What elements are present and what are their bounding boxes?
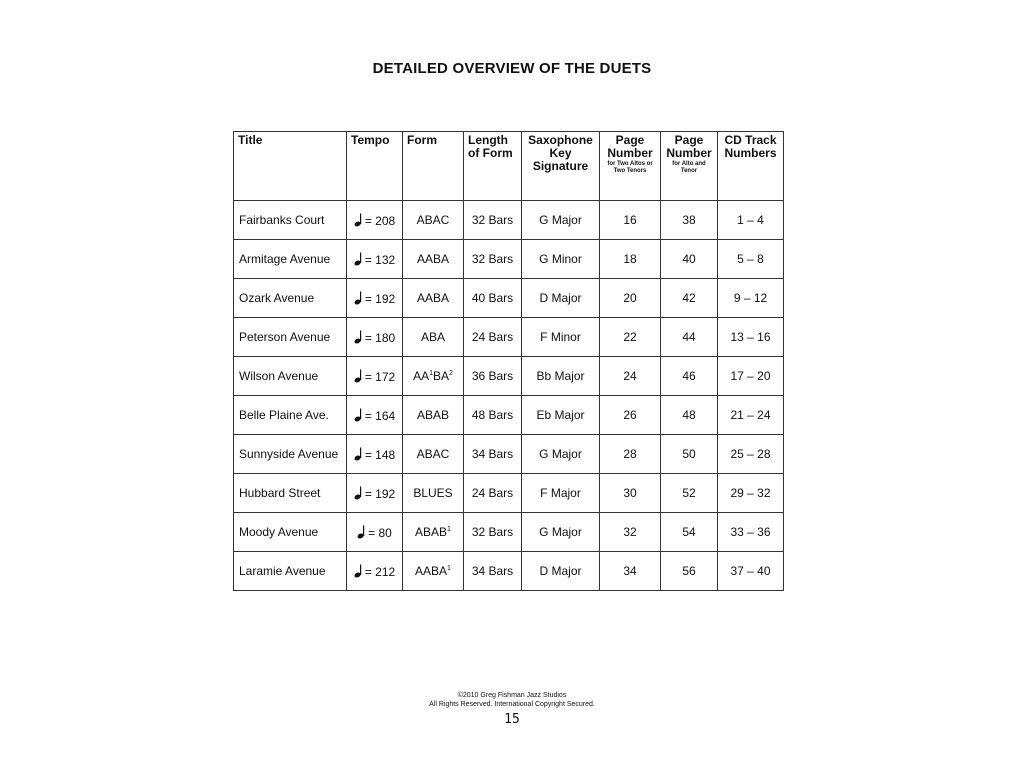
- table-row: [234, 240, 784, 279]
- table-row: [234, 201, 784, 240]
- cell-cd-tracks: 37 – 40: [718, 552, 784, 591]
- cell-length: 36 Bars: [464, 357, 522, 396]
- cell-length: 32 Bars: [464, 201, 522, 240]
- form-value: ABAC: [416, 447, 450, 461]
- cell-tempo: [347, 279, 403, 318]
- quarter-note-icon: [354, 564, 363, 578]
- header-length: Length of Form: [464, 132, 522, 201]
- cell-page-alto-tenor: 52: [661, 474, 718, 513]
- cell-page-two-saxes: 22: [600, 318, 661, 357]
- cell-page-two-saxes: 28: [600, 435, 661, 474]
- copyright-line: ©2010 Greg Fishman Jazz Studios: [457, 692, 567, 699]
- quarter-note-icon: [354, 486, 363, 500]
- tempo-value: = 172: [364, 369, 396, 384]
- cell-length: 24 Bars: [464, 474, 522, 513]
- cell-title: Wilson Avenue: [234, 357, 347, 396]
- quarter-note-icon: [354, 408, 363, 422]
- quarter-note-icon: [357, 525, 366, 539]
- cell-length: 32 Bars: [464, 240, 522, 279]
- cell-cd-tracks: 21 – 24: [718, 396, 784, 435]
- form-value: ABA: [420, 330, 445, 344]
- cell-title: Hubbard Street: [234, 474, 347, 513]
- form-superscript-2: 2: [449, 370, 453, 377]
- header-tempo: Tempo: [347, 132, 403, 201]
- table-row: [234, 513, 784, 552]
- header-page-alto-main: Page Number: [666, 133, 712, 160]
- cell-cd-tracks: 25 – 28: [718, 435, 784, 474]
- cell-form: [403, 513, 464, 552]
- quarter-note-icon: [354, 252, 363, 266]
- cell-page-alto-tenor: 40: [661, 240, 718, 279]
- cell-key-signature: F Major: [522, 474, 600, 513]
- cell-key-signature: D Major: [522, 552, 600, 591]
- cell-cd-tracks: 1 – 4: [718, 201, 784, 240]
- cell-title: Armitage Avenue: [234, 240, 347, 279]
- cell-key-signature: F Minor: [522, 318, 600, 357]
- cell-page-two-saxes: 18: [600, 240, 661, 279]
- cell-title: Peterson Avenue: [234, 318, 347, 357]
- header-page-alto-tenor: [661, 132, 718, 201]
- header-cd-tracks: CD Track Numbers: [718, 132, 784, 201]
- form-value-continued: BA: [433, 369, 450, 383]
- cell-key-signature: Eb Major: [522, 396, 600, 435]
- form-value: ABAC: [416, 213, 450, 227]
- page-title: DETAILED OVERVIEW OF THE DUETS: [372, 60, 652, 77]
- cell-title: Sunnyside Avenue: [234, 435, 347, 474]
- cell-title: Belle Plaine Ave.: [234, 396, 347, 435]
- cell-page-alto-tenor: 42: [661, 279, 718, 318]
- header-form: Form: [403, 132, 464, 201]
- cell-form: [403, 318, 464, 357]
- table-row: [234, 279, 784, 318]
- form-superscript-1: 1: [447, 565, 451, 572]
- cell-cd-tracks: 29 – 32: [718, 474, 784, 513]
- cell-form: [403, 201, 464, 240]
- cell-page-two-saxes: 24: [600, 357, 661, 396]
- tempo-value: = 132: [364, 252, 396, 267]
- copyright-footer: [0, 691, 1024, 709]
- table-row: [234, 318, 784, 357]
- cell-cd-tracks: 5 – 8: [718, 240, 784, 279]
- cell-page-two-saxes: 26: [600, 396, 661, 435]
- cell-page-alto-tenor: 56: [661, 552, 718, 591]
- cell-tempo: [347, 513, 403, 552]
- cell-tempo: [347, 552, 403, 591]
- cell-page-alto-tenor: 50: [661, 435, 718, 474]
- form-superscript-1: 1: [429, 370, 433, 377]
- form-value: AA: [413, 369, 430, 383]
- tempo-value: = 80: [368, 525, 392, 540]
- duets-overview-table: [233, 131, 784, 591]
- page-number: 15: [504, 712, 520, 727]
- cell-length: 34 Bars: [464, 552, 522, 591]
- cell-page-alto-tenor: 38: [661, 201, 718, 240]
- cell-key-signature: Bb Major: [522, 357, 600, 396]
- cell-length: 40 Bars: [464, 279, 522, 318]
- form-value: AABA: [415, 564, 448, 578]
- cell-length: 34 Bars: [464, 435, 522, 474]
- cell-form: [403, 357, 464, 396]
- cell-tempo: [347, 357, 403, 396]
- cell-page-two-saxes: 16: [600, 201, 661, 240]
- cell-title: Fairbanks Court: [234, 201, 347, 240]
- cell-tempo: [347, 396, 403, 435]
- cell-page-two-saxes: 20: [600, 279, 661, 318]
- cell-page-alto-tenor: 48: [661, 396, 718, 435]
- tempo-value: = 180: [364, 330, 396, 345]
- quarter-note-icon: [354, 369, 363, 383]
- form-value: AABA: [416, 291, 449, 305]
- cell-key-signature: G Major: [522, 435, 600, 474]
- cell-title: Ozark Avenue: [234, 279, 347, 318]
- cell-length: 24 Bars: [464, 318, 522, 357]
- cell-page-two-saxes: 34: [600, 552, 661, 591]
- quarter-note-icon: [354, 213, 363, 227]
- cell-form: [403, 474, 464, 513]
- cell-page-alto-tenor: 46: [661, 357, 718, 396]
- cell-title: Moody Avenue: [234, 513, 347, 552]
- table-row: [234, 357, 784, 396]
- cell-length: 32 Bars: [464, 513, 522, 552]
- cell-title: Laramie Avenue: [234, 552, 347, 591]
- form-superscript-1: 1: [447, 526, 451, 533]
- tempo-value: = 164: [364, 408, 396, 423]
- cell-page-alto-tenor: 44: [661, 318, 718, 357]
- tempo-value: = 208: [364, 213, 396, 228]
- cell-form: [403, 435, 464, 474]
- cell-page-two-saxes: 30: [600, 474, 661, 513]
- header-page-two-main: Page Number: [607, 133, 653, 160]
- form-value: ABAB: [416, 408, 449, 422]
- rights-line: All Rights Reserved. International Copyright Secured.: [429, 701, 595, 708]
- form-value: BLUES: [413, 486, 453, 500]
- quarter-note-icon: [354, 447, 363, 461]
- tempo-value: = 192: [364, 291, 396, 306]
- cell-tempo: [347, 435, 403, 474]
- cell-tempo: [347, 318, 403, 357]
- cell-page-two-saxes: 32: [600, 513, 661, 552]
- tempo-value: = 192: [364, 486, 396, 501]
- cell-length: 48 Bars: [464, 396, 522, 435]
- cell-tempo: [347, 201, 403, 240]
- form-value: ABAB: [415, 525, 448, 539]
- tempo-value: = 148: [364, 447, 396, 462]
- header-key-signature: Saxophone Key Signature: [522, 132, 600, 201]
- quarter-note-icon: [354, 291, 363, 305]
- cell-page-alto-tenor: 54: [661, 513, 718, 552]
- cell-cd-tracks: 33 – 36: [718, 513, 784, 552]
- cell-form: [403, 552, 464, 591]
- quarter-note-icon: [354, 330, 363, 344]
- cell-key-signature: G Minor: [522, 240, 600, 279]
- cell-tempo: [347, 240, 403, 279]
- table-row: [234, 396, 784, 435]
- cell-key-signature: D Major: [522, 279, 600, 318]
- table-row: [234, 435, 784, 474]
- header-page-two-saxes: [600, 132, 661, 201]
- header-page-alto-sub: for Alto and Tenor: [672, 161, 706, 174]
- cell-key-signature: G Major: [522, 201, 600, 240]
- table-row: [234, 552, 784, 591]
- cell-cd-tracks: 17 – 20: [718, 357, 784, 396]
- header-page-two-sub: for Two Altos or Two Tenors: [607, 161, 653, 174]
- table-row: [234, 474, 784, 513]
- form-value: AABA: [416, 252, 449, 266]
- cell-form: [403, 279, 464, 318]
- cell-cd-tracks: 9 – 12: [718, 279, 784, 318]
- cell-form: [403, 396, 464, 435]
- header-title: Title: [234, 132, 347, 201]
- cell-form: [403, 240, 464, 279]
- cell-tempo: [347, 474, 403, 513]
- cell-cd-tracks: 13 – 16: [718, 318, 784, 357]
- tempo-value: = 212: [364, 564, 396, 579]
- cell-key-signature: G Major: [522, 513, 600, 552]
- table-header-row: [234, 132, 784, 201]
